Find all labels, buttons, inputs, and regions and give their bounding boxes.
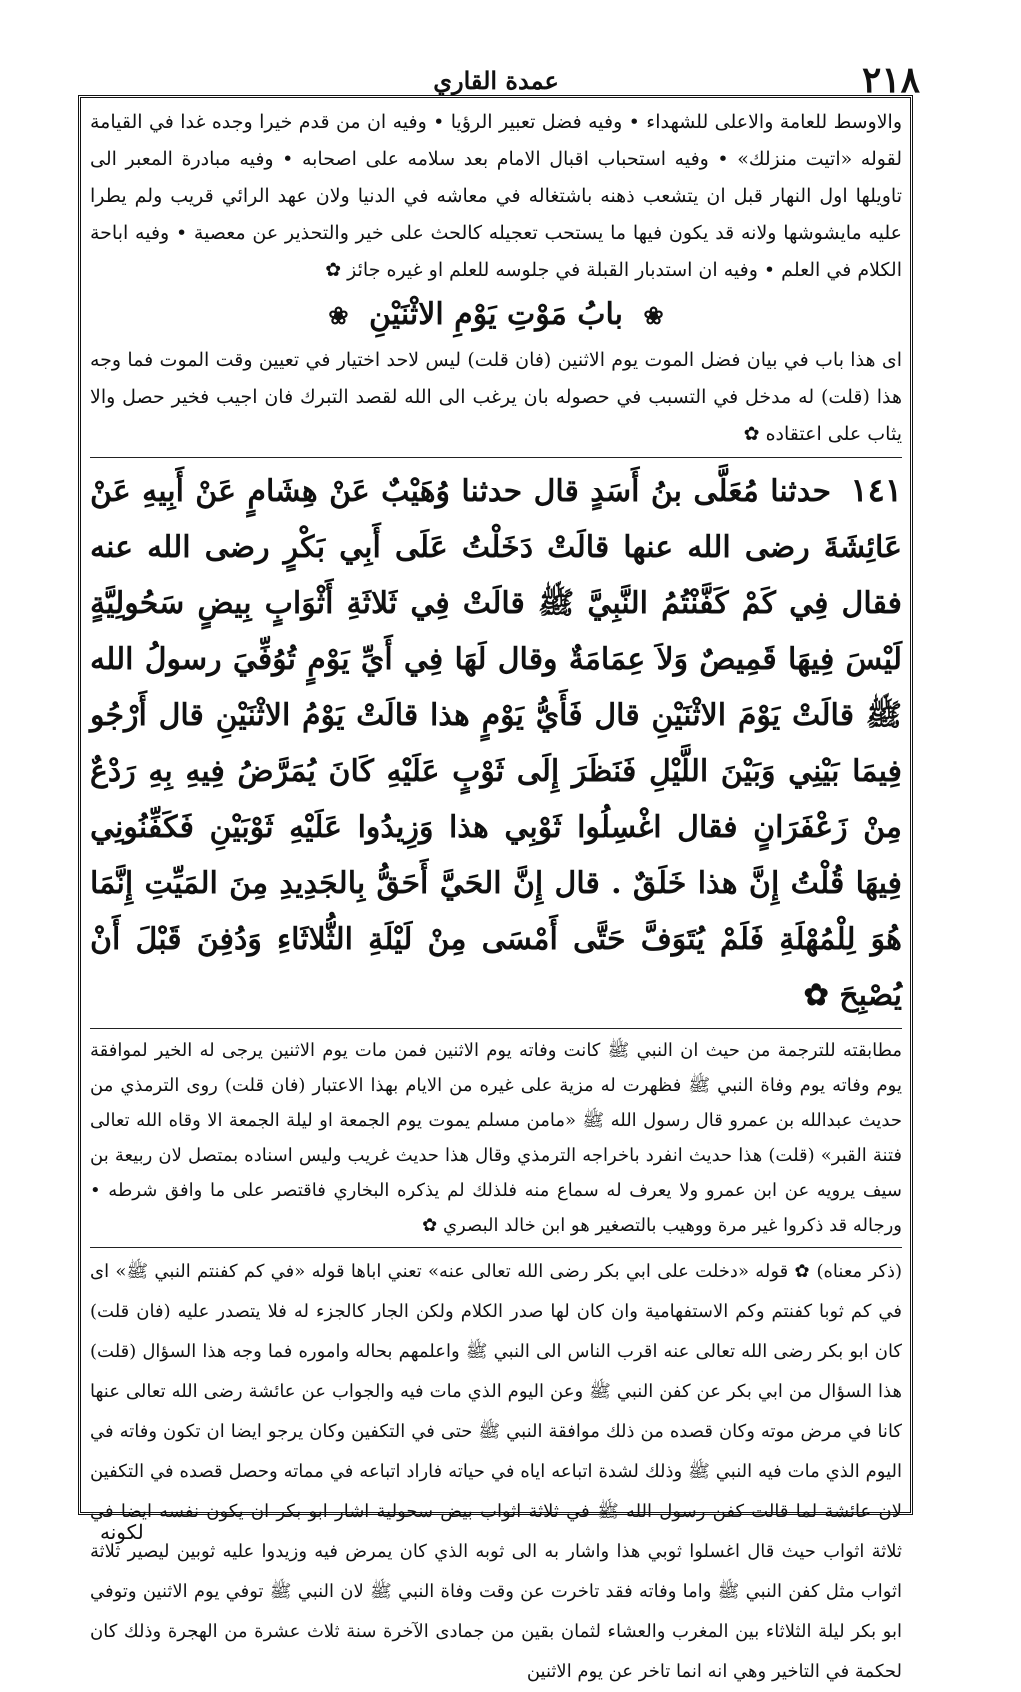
- chapter-commentary: اى هذا باب في بيان فضل الموت يوم الاثنين (فان قلت) ليس لاحد اختيار في تعيين وقت الموت فما وجه هذا (قلت) له مدخل في التسبب في حصوله بان يرغب الى الله لقصد التبرك فان اجيب فخير حصل والا يثاب على اعتقاده ✿: [90, 349, 902, 445]
- heading-ornament-left-icon: ❀: [328, 301, 349, 330]
- hadith-text: [90, 462, 902, 1024]
- chapter-heading: [90, 297, 902, 332]
- hadith-number: ١٤١: [850, 471, 902, 509]
- page-number: ٢١٨: [861, 59, 920, 101]
- intro-paragraph: والاوسط للعامة والاعلى للشهداء • وفيه فضل تعبير الرؤيا • وفيه ان من قدم خيرا وجده غدا في القيامة لقوله «اتيت منزلك» • وفيه استحباب اقبال الامام بعد سلامه على اصحابه • وفيه مبادرة المعبر الى تاويلها اول النهار قبل ان يتشعب ذهنه باشتغاله في معاشه في الدنيا ولان عهد الرائي قريب ولم يطرا عليه مايشوشها ولانه قد يكون فيها ما يستحب تعجيله كالحث على خير والتحذير عن معصية • وفيه اباحة الكلام في العلم • وفيه ان استدبار القبلة في جلوسه للعلم او غيره جائز ✿: [90, 111, 902, 281]
- hadith-body: حدثنا مُعَلَّى بنُ أَسَدٍ قال حدثنا وُهَيْبٌ عَنْ هِشَامٍ عَنْ أَبِيهِ عَنْ عَائِشَةَ رضى الله عنها قالَتْ دَخَلْتُ عَلَى أَبِي بَكْرٍ رضى الله عنه فقال فِي كَمْ كَفَّنْتُمُ النَّبِيَّ ﷺ قالَتْ فِي ثَلاثَةِ أَثْوَابٍ بِيضٍ سَحُولِيَّةٍ لَيْسَ فِيهَا قَمِيصٌ وَلاَ عِمَامَةٌ وقال لَهَا فِي أَيِّ يَوْمٍ تُوُفِّيَ رسولُ الله ﷺ قالَتْ يَوْمَ الاثْنَيْنِ قال فَأَيُّ يَوْمٍ هذا قالَتْ يَوْمُ الاثْنَيْنِ قال أَرْجُو فِيمَا بَيْنِي وَبَيْنَ اللَّيْلِ فَنَظَرَ إِلَى ثَوْبٍ عَلَيْهِ كَانَ يُمَرَّضُ فِيهِ بِهِ رَدْعٌ مِنْ زَعْفَرَانٍ فقال اغْسِلُوا ثَوْبِي هذا وَزِيدُوا عَلَيْهِ ثَوْبَيْنِ فَكَفِّنُونِي فِيهَا قُلْتُ إِنَّ هذا خَلَقٌ . قال إِنَّ الحَيَّ أَحَقُّ بِالجَدِيدِ مِنَ المَيِّتِ إِنَّمَا هُوَ لِلْمُهْلَةِ فَلَمْ يُتَوَفَّ حَتَّى أَمْسَى مِنْ لَيْلَةِ الثُّلاثَاءِ وَدُفِنَ قَبْلَ أَنْ يُصْبِحَ ✿: [90, 474, 902, 1013]
- running-title: عمدة القاري: [433, 65, 559, 95]
- sharh-paragraph: (ذكر معناه) ✿ قوله «دخلت على ابي بكر رضى الله تعالى عنه» تعني اباها قوله «في كم كفنتم النبي ﷺ» اى في كم ثوبا كفنتم وكم الاستفهامية وان كان لها صدر الكلام ولكن الجار كالجزء له فلا يتصدر عليه (فان قلت) كان ابو بكر رضى الله تعالى عنه اقرب الناس الى النبي ﷺ واعلمهم بحاله واموره فما وجه هذا السؤال (قلت) هذا السؤال من ابي بكر عن كفن النبي ﷺ وعن اليوم الذي مات فيه والجواب عن عائشة رضى الله تعالى عنها كانا في مرض موته وكان قصده من ذلك موافقة النبي ﷺ حتى في التكفين وكان يرجو ايضا ان تكون وفاته في اليوم الذي مات فيه النبي ﷺ وذلك لشدة اتباعه اياه في حياته فاراد اتباعه في مماته وحصل قصده في التكفين لان عائشة لما قالت كفن رسول الله ﷺ في ثلاثة اثواب بيض سحولية اشار ابو بكر ان يكون نفسه ايضا في ثلاثة اثواب حيث قال اغسلوا ثوبي هذا واشار به الى ثوبه الذي كان يمرض فيه وزيدوا عليه ثوبين ليصير ثلاثة اثواب مثل كفن النبي ﷺ واما وفاته فقد تاخرت عن وقت وفاة النبي ﷺ لان النبي ﷺ توفي يوم الاثنين وتوفي ابو بكر ليلة الثلاثاء بين المغرب والعشاء لثمان بقين من جمادى الآخرة سنة ثلاث عشرة من الهجرة وذلك كان لحكمة في التاخير وهي انه انما تاخر عن يوم الاثنين: [90, 1261, 902, 1682]
- divider: [90, 457, 902, 458]
- catchword: لكونه: [100, 1520, 144, 1544]
- chapter-title: بابُ مَوْتِ يَوْمِ الاثْنَيْنِ: [368, 297, 624, 332]
- heading-ornament-right-icon: ❀: [643, 301, 664, 330]
- mutabaqa-paragraph: مطابقته للترجمة من حيث ان النبي ﷺ كانت وفاته يوم الاثنين فمن مات يوم الاثنين يرجى له الخير لموافقة يوم وفاته يوم وفاة النبي ﷺ فظهرت له مزية على غيره من الايام بهذا الاعتبار (فان قلت) روى الترمذي من حديث عبدالله بن عمرو قال رسول الله ﷺ «مامن مسلم يموت يوم الجمعة او ليلة الجمعة الا وقاه الله تعالى فتنة القبر» (قلت) هذا حديث انفرد باخراجه الترمذي وقال هذا حديث غريب وليس اسناده بمتصل لان ربيعة بن سيف يرويه عن ابن عمرو ولا يعرف له سماع منه فلذلك لم يذكره البخاري فاقتصر على ما وافق شرطه • ورجاله قد ذكروا غير مرة ووهيب بالتصغير هو ابن خالد البصري ✿: [90, 1040, 902, 1236]
- divider: [90, 1247, 902, 1248]
- page-content: [90, 104, 902, 1692]
- divider: [90, 1028, 902, 1029]
